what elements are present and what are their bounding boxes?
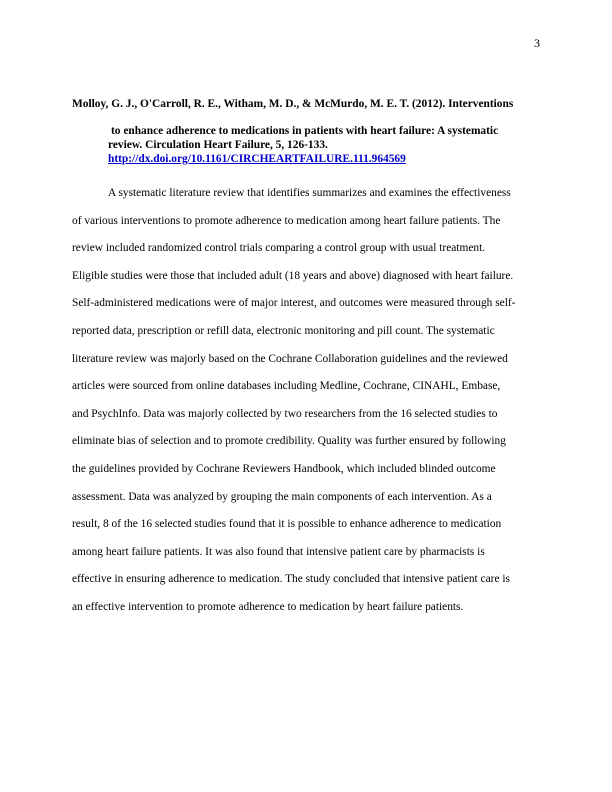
paragraph-line: articles were sourced from online databases including Medline, Cochrane, CINAHL, Embase, [72, 380, 501, 393]
paragraph-line: assessment. Data was analyzed by grouping the main components of each intervention. As a [72, 490, 492, 503]
paragraph-line: Self-administered medications were of major interest, and outcomes were measured through self- [72, 297, 516, 310]
paragraph-line: among heart failure patients. It was also found that intensive patient care by pharmacists is [72, 545, 485, 558]
paragraph-line: and PsychInfo. Data was majorly collected by two researchers from the 16 selected studies to [72, 407, 498, 420]
paragraph-line: result, 8 of the 16 selected studies found that it is possible to enhance adherence to medication [72, 518, 502, 531]
paragraph-line: the guidelines provided by Cochrane Reviewers Handbook, which included blinded outcome [72, 462, 496, 475]
summary-paragraph [72, 180, 546, 622]
paragraph-line: eliminate bias of selection and to promote credibility. Quality was further ensured by following [72, 435, 506, 448]
doi-link[interactable]: http://dx.doi.org/10.1161/CIRCHEARTFAILURE.111.964569 [108, 153, 406, 165]
paragraph-line: review included randomized control trials comparing a control group with usual treatment. [72, 242, 486, 255]
paragraph-line: of various interventions to promote adherence to medication among heart failure patients. The [72, 214, 501, 227]
reference-entry [72, 97, 542, 166]
reference-continuation [72, 124, 542, 166]
paragraph-line: an effective intervention to promote adherence to medication by heart failure patients. [72, 600, 464, 613]
paragraph-line: effective in ensuring adherence to medication. The study concluded that intensive patient care is [72, 573, 510, 586]
reference-first-line: Molloy, G. J., O'Carroll, R. E., Witham, M. D., & McMurdo, M. E. T. (2012). Interventions [72, 98, 514, 110]
reference-line-2: to enhance adherence to medications in patients with heart failure: A systematic [111, 125, 499, 137]
paragraph-line: literature review was majorly based on the Cochrane Collaboration guidelines and the reviewed [72, 352, 508, 365]
reference-line-3: review. Circulation Heart Failure, 5, 126-133. [108, 139, 328, 151]
paragraph-line: A systematic literature review that identifies summarizes and examines the effectiveness [108, 187, 511, 199]
page-number: 3 [534, 36, 540, 50]
paragraph-line: reported data, prescription or refill data, electronic monitoring and pill count. The systematic [72, 324, 495, 337]
paragraph-line: Eligible studies were those that included adult (18 years and above) diagnosed with heart failure. [72, 269, 514, 282]
